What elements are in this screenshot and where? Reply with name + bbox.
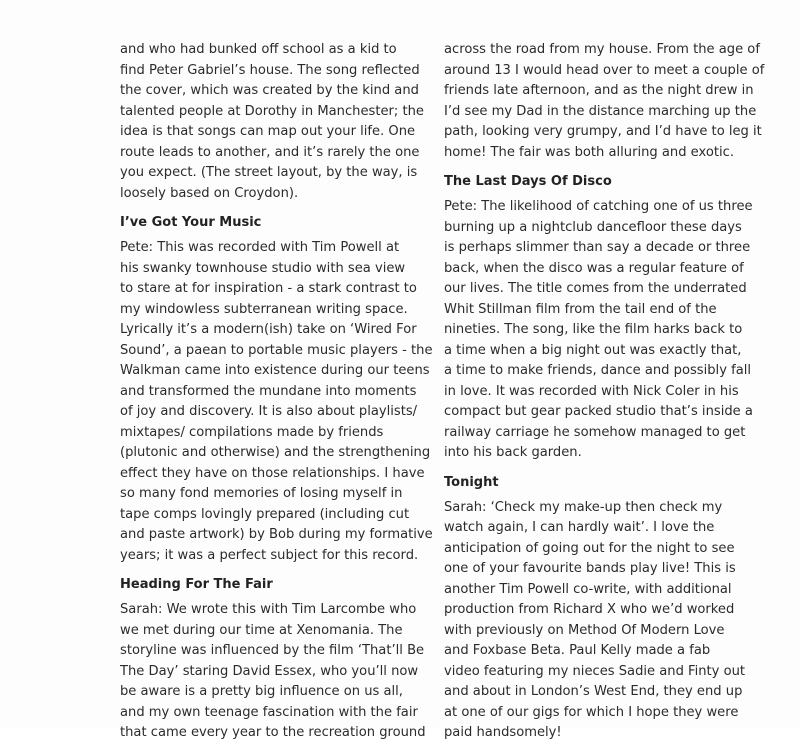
text-line: and transformed the mundane into moments <box>120 383 417 399</box>
text-line: with previously on Method Of Modern Love <box>444 622 725 638</box>
section-heading-the-last-days-of-disco: The Last Days Of Disco <box>444 174 612 189</box>
the-last-days-of-disco-paragraph <box>444 197 753 464</box>
text-line: loosely based on Croydon). <box>120 185 299 201</box>
text-line: effect they have on those relationships. I have <box>120 465 425 481</box>
text-line: around 13 I would head over to meet a couple of <box>444 62 765 78</box>
text-line: is perhaps slimmer than say a decade or three <box>444 240 751 255</box>
text-line: and Foxbase Beta. Paul Kelly made a fab <box>444 643 711 658</box>
section-heading-heading-for-the-fair: Heading For The Fair <box>120 577 273 592</box>
text-line: production from Richard X who we’d worked <box>444 602 735 617</box>
text-line: route leads to another, and it’s rarely the one <box>120 144 420 160</box>
text-line: at one of our gigs for which I hope they were <box>444 704 739 720</box>
text-line: idea is that songs can map out your life. One <box>120 124 416 139</box>
text-line: years; it was a perfect subject for this record. <box>120 547 419 563</box>
text-line: across the road from my house. From the age of <box>444 42 760 57</box>
text-line: find Peter Gabriel’s house. The song reflected <box>120 62 420 78</box>
text-line: Sound’, a paean to portable music players - the <box>120 342 433 358</box>
text-line: video featuring my nieces Sadie and Finty out <box>444 663 746 679</box>
text-line: and about in London’s West End, they end up <box>444 684 743 699</box>
text-line: anticipation of going out for the night to see <box>444 540 735 556</box>
left-column <box>120 40 433 744</box>
left-intro-paragraph <box>120 40 424 204</box>
text-line: the cover, which was created by the kind and <box>120 83 419 98</box>
text-line: Whit Stillman film from the tail end of the <box>444 301 717 317</box>
ive-got-your-music-paragraph <box>120 238 433 566</box>
text-line: in love. It was recorded with Nick Coler in his <box>444 383 739 399</box>
text-line: Sarah: We wrote this with Tim Larcombe who <box>120 602 417 617</box>
text-line: watch again, I can hardly wait’. I love the <box>444 520 715 535</box>
text-line: another Tim Powell co-write, with additional <box>444 581 732 597</box>
text-line: I’d see my Dad in the distance marching up the <box>444 103 757 119</box>
text-line: a time to make friends, dance and possibly fall <box>444 363 752 378</box>
right-column <box>444 40 765 744</box>
text-line: be aware is a pretty big influence on us all, <box>120 684 403 699</box>
text-line: his swanky townhouse studio with sea view <box>120 260 406 276</box>
text-line: Walkman came into existence during our teens <box>120 363 430 378</box>
text-line: so many fond memories of losing myself in <box>120 486 403 501</box>
text-line: railway carriage he somehow managed to get <box>444 424 746 440</box>
section-heading-tonight: Tonight <box>444 474 499 490</box>
text-line: to stare at for inspiration - a stark contrast to <box>120 281 417 296</box>
text-line: and my own teenage fascination with the fair <box>120 704 418 720</box>
text-line: home! The fair was both alluring and exotic. <box>444 144 734 160</box>
text-line: of joy and discovery. It is also about playlists/ <box>120 404 418 419</box>
text-line: Pete: The likelihood of catching one of us three <box>444 199 753 214</box>
text-line: storyline was influenced by the film ‘That’ll Be <box>120 643 425 658</box>
text-line: Sarah: ‘Check my make-up then check my <box>444 499 723 515</box>
text-line: The Day’ staring David Essex, who you’ll now <box>120 663 419 679</box>
text-line: we met during our time at Xenomania. The <box>120 622 403 638</box>
text-line: compact but gear packed studio that’s inside a <box>444 404 753 419</box>
text-line: our lives. The title comes from the underrated <box>444 281 747 296</box>
text-line: burning up a nightclub dancefloor these days <box>444 219 742 235</box>
text-line: Lyrically it’s a modern(ish) take on ‘Wired For <box>120 322 417 337</box>
text-line: paid handsomely! <box>444 725 562 740</box>
text-line: path, looking very grumpy, and I’d have to leg it <box>444 124 762 139</box>
heading-for-the-fair-paragraph <box>120 600 426 744</box>
text-line: and who had bunked off school as a kid to <box>120 42 397 57</box>
text-line: friends late afternoon, and as the night drew in <box>444 83 754 98</box>
text-line: Pete: This was recorded with Tim Powell at <box>120 240 400 255</box>
text-line: into his back garden. <box>444 445 582 460</box>
text-line: my windowless subterranean writing space. <box>120 301 408 317</box>
text-line: that came every year to the recreation ground <box>120 725 426 740</box>
text-line: and paste artwork) by Bob during my formative <box>120 527 433 542</box>
text-line: tape comps lovingly prepared (including cut <box>120 506 410 522</box>
text-line: one of your favourite bands play live! This is <box>444 561 736 576</box>
text-line: talented people at Dorothy in Manchester; the <box>120 103 424 119</box>
right-intro-paragraph <box>444 40 765 163</box>
text-line: a time when a big night out was exactly that, <box>444 342 742 358</box>
tonight-paragraph <box>444 498 744 744</box>
text-line: (plutonic and otherwise) and the strengthening <box>120 445 431 460</box>
text-line: back, when the disco was a regular feature of <box>444 260 744 276</box>
text-line: mixtapes/ compilations made by friends <box>120 424 384 440</box>
text-line: nineties. The song, like the film harks back to <box>444 322 743 337</box>
text-line: you expect. (The street layout, by the way, is <box>120 165 418 180</box>
section-heading-ive-got-your-music: I’ve Got Your Music <box>120 215 262 230</box>
